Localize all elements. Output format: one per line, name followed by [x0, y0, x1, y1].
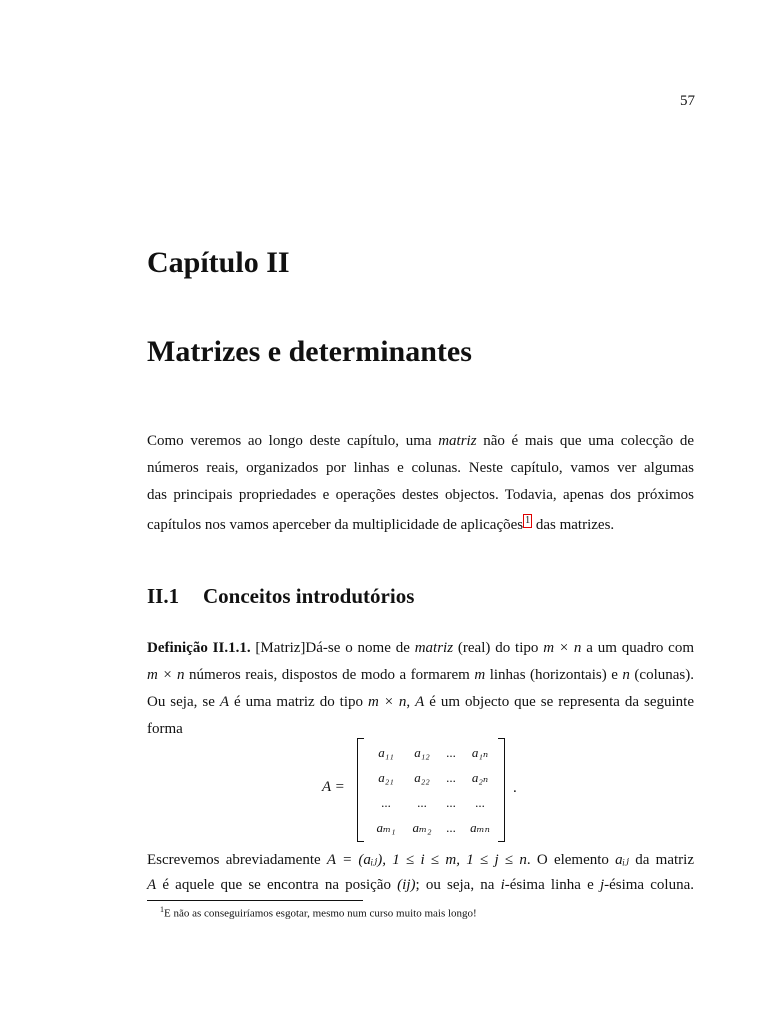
matrix-entry: ... [417, 794, 427, 810]
matrix-entry: a₁₂ [414, 744, 430, 760]
definition-line-3: Ou seja, se A é uma matriz do tipo m × n, A é um objecto que se representa da seguinte [147, 694, 694, 710]
definition-line-4: forma [147, 721, 183, 737]
footnote-link[interactable]: 1 [525, 515, 531, 526]
notation-line-2: A é aquele que se encontra na posição (ij); ou seja, na i-ésima linha e j-ésima coluna. [147, 877, 695, 893]
definition-line-2: m × n números reais, dispostos de modo a formarem m linhas (horizontais) e n (colunas). [147, 667, 694, 683]
notation-line-1: Escrevemos abreviadamente A = (aᵢⱼ), 1 ≤ i ≤ m, 1 ≤ j ≤ n. O elemento aᵢⱼ da matriz [147, 852, 694, 868]
matrix-entry: a₁₁ [378, 744, 394, 760]
matrix-row [368, 790, 498, 815]
chapter-label: Capítulo II [147, 246, 290, 279]
matrix-entry: a₁ₙ [471, 744, 489, 760]
section-title: Conceitos introdutórios [203, 584, 415, 608]
footnote-divider [147, 900, 363, 901]
left-bracket [357, 738, 364, 842]
matrix-row [368, 740, 498, 765]
matrix-entry: a₂ₙ [471, 769, 489, 785]
chapter-title: Matrizes e determinantes [147, 335, 472, 368]
matrix-grid [368, 740, 498, 840]
matrix-entry: ... [446, 794, 456, 810]
definition-line-1: Definição II.1.1. [Matriz]Dá-se o nome de matriz (real) do tipo m × n a um quadro com [147, 640, 695, 656]
matrix-entry: ... [381, 794, 391, 810]
matrix-row [368, 815, 498, 840]
matrix-entry: a₂₁ [378, 769, 394, 785]
matrix-entry: ... [475, 794, 485, 810]
matrix-entry: ... [446, 819, 456, 835]
matrix-period: . [513, 780, 517, 796]
footnote-text: E não as conseguiríamos esgotar, mesmo num curso muito mais longo! [164, 907, 477, 920]
intro-line-3: das principais propriedades e operações destes objectos. Todavia, apenas dos próximos [147, 487, 694, 503]
matrix-equation [322, 736, 522, 842]
section-number: II.1 [147, 584, 180, 608]
definition-label: Definição II.1.1. [147, 640, 251, 656]
page-number: 57 [680, 93, 695, 109]
matrix-entry: ... [446, 769, 456, 785]
matrix-entry: ... [446, 744, 456, 760]
matrix-entry: a₂₂ [414, 769, 430, 785]
footnote [160, 905, 477, 920]
matrix-entry: aₘ₂ [412, 819, 432, 835]
intro-line-2: números reais, organizados por linhas e colunas. Neste capítulo, vamos ver algumas [147, 460, 694, 476]
intro-line-4: capítulos nos vamos aperceber da multiplicidade de aplicações 1 das matrizes. [147, 515, 615, 533]
matrix-entry: aₘₙ [470, 819, 490, 835]
matrix-entry: aₘ₁ [376, 819, 396, 835]
matrix-row [368, 765, 498, 790]
matrix-lhs: A = [322, 779, 345, 795]
footnote-marker: 1 [160, 905, 164, 914]
section-heading [147, 584, 414, 609]
right-bracket [498, 738, 505, 842]
intro-line-1: Como veremos ao longo deste capítulo, uma matriz não é mais que uma colecção de [147, 433, 694, 449]
